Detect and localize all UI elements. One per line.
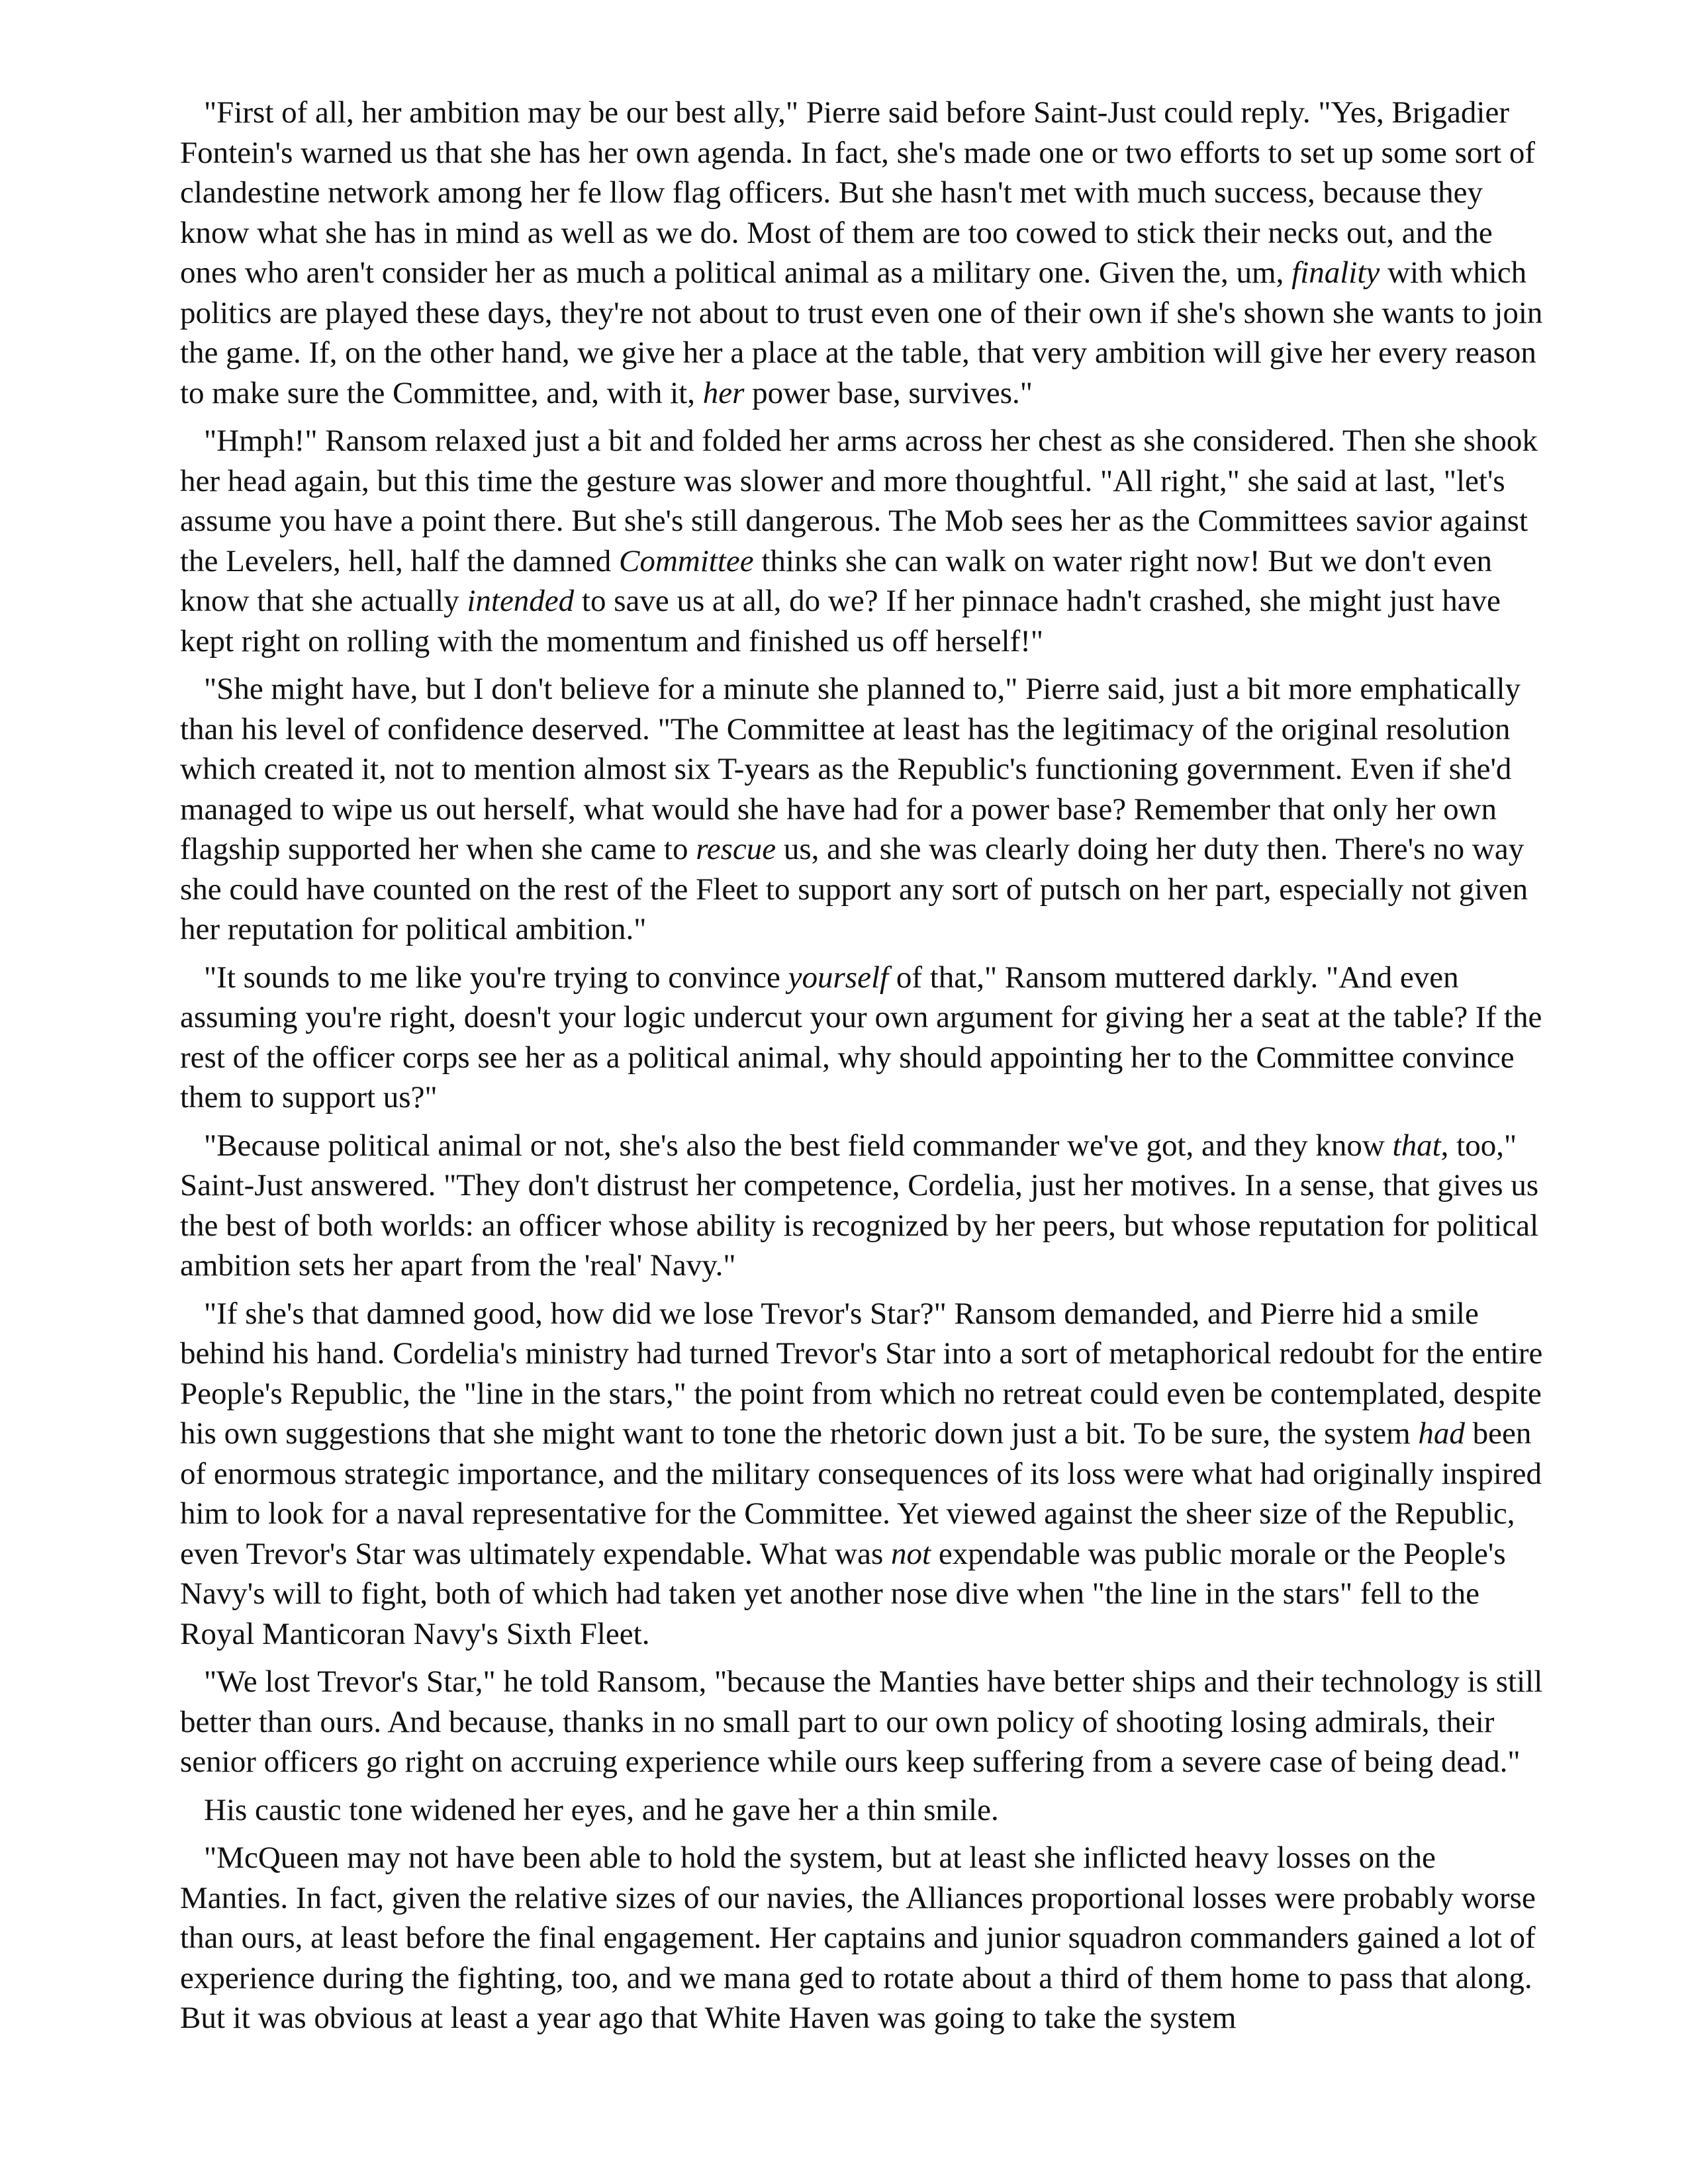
paragraph — [180, 1294, 1544, 1655]
italic-text: that — [1392, 1128, 1441, 1163]
paragraph — [180, 669, 1544, 950]
italic-text: intended — [467, 584, 575, 618]
text-run: "Because political animal or not, she's also the best field commander we've got, and they know — [204, 1128, 1393, 1163]
paragraph — [180, 93, 1544, 413]
text-run: "McQueen may not have been able to hold the system, but at least she inflicted heavy losses on the Manties. In fact, given the relative sizes of our navies, the Alliances proportional losses were probably worse than ours, at least before the final engagement. Her captains and junior squadron commanders gained a lot of experience during the fighting, too, and we mana ged to rotate about a third of them home to pass that along. But it was obvious at least a year ago that White Haven was going to take the system — [180, 1841, 1536, 2035]
text-run: with which politics are played these days, they're not about to trust even one of their own if she's shown she wants to join the game. If, on the other hand, we give her a place at the table, that very ambition will give her every reason to make sure the Committee, and, with it, — [180, 255, 1543, 410]
paragraph — [180, 1126, 1544, 1286]
text-run: us, and she was clearly doing her duty then. There's no way she could have counted on the rest of the Fleet to support any sort of putsch on her part, especially not given her reputation for political ambition." — [180, 832, 1528, 946]
italic-text: not — [891, 1536, 931, 1571]
italic-text: rescue — [696, 832, 776, 866]
paragraph — [180, 1662, 1544, 1782]
body-text — [180, 93, 1544, 2046]
paragraph — [180, 421, 1544, 661]
italic-text: Committee — [618, 543, 754, 578]
text-run: thinks she can walk on water right now! But we don't even know that she actually — [180, 543, 1492, 618]
italic-text: her — [702, 375, 745, 410]
text-run: His caustic tone widened her eyes, and he gave her a thin smile. — [204, 1792, 999, 1827]
text-run: , too," Saint-Just answered. "They don't distrust her competence, Cordelia, just her motives. In a sense, that gives us the best of both worlds: an officer whose ability is recognized by her peers, but whose reputation for political ambition sets her apart from the 'real' Navy." — [180, 1128, 1539, 1283]
text-run: "She might have, but I don't believe for a minute she planned to," Pierre said, just a bit more emphatically than his level of confidence deserved. "The Committee at least has the legitimacy of the original resolution which created it, not to mention almost six T-years as the Republic's functioning government. Even if she'd managed to wipe us out herself, what would she have had for a power base? Remember that only her own flagship supported her when she came to — [180, 672, 1521, 866]
paragraph — [180, 1790, 1544, 1831]
text-run: "Hmph!" Ransom relaxed just a bit and folded her arms across her chest as she considered. Then she shook her head again, but this time the gesture was slower and more thoughtful. "All right," she said at last, "let's assume you have a point there. But she's still dangerous. The Mob sees her as the Committees savior against the Levelers, hell, half the damned — [180, 424, 1538, 578]
text-run: power base, survives." — [744, 375, 1033, 410]
text-run: "We lost Trevor's Star," he told Ransom, "because the Manties have better ships and their technology is still better than ours. And because, thanks in no small part to our own policy of shooting losing admirals, their senior officers go right on accruing experience while ours keep suffering from a severe case of being dead." — [180, 1664, 1543, 1779]
text-run: "If she's that damned good, how did we lose Trevor's Star?" Ransom demanded, and Pierre hid a smile behind his hand. Cordelia's ministry had turned Trevor's Star into a sort of metaphorical redoubt for the entire People's Republic, the "line in the stars," the point from which no retreat could even be contemplated, despite his own suggestions that she might want to tone the rhetoric down just a bit. To be sure, the system — [180, 1296, 1543, 1451]
text-run: "First of all, her ambition may be our best ally," Pierre said before Saint-Just could reply. "Yes, Brigadier Fontein's warned us that she has her own agenda. In fact, she's made one or two efforts to set up some sort of clandestine network among her fe llow flag officers. But she hasn't met with much success, because they know what she has in mind as well as we do. Most of them are too cowed to stick their necks out, and the ones who aren't consider her as much a political animal as a military one. Given the, um, — [180, 95, 1536, 290]
italic-text: had — [1418, 1416, 1465, 1451]
italic-text: finality — [1291, 255, 1380, 290]
text-run: "It sounds to me like you're trying to convince — [204, 960, 788, 995]
paragraph — [180, 1838, 1544, 2038]
text-run: of that," Ransom muttered darkly. "And even assuming you're right, doesn't your logic undercut your own argument for giving her a seat at the table? If the rest of the officer corps see her as a political animal, why should appointing her to the Committee convince them to support us?" — [180, 960, 1542, 1115]
text-run: expendable was public morale or the People's Navy's will to fight, both of which had taken yet another nose dive when "the line in the stars" fell to the Royal Manticoran Navy's Sixth Fleet. — [180, 1536, 1506, 1651]
paragraph — [180, 958, 1544, 1118]
italic-text: yourself — [788, 960, 889, 995]
text-run: been of enormous strategic importance, and the military consequences of its loss were what had originally inspired him to look for a naval representative for the Committee. Yet viewed against the sheer size of the Republic, even Trevor's Star was ultimately expendable. What was — [180, 1416, 1542, 1571]
text-run: to save us at all, do we? If her pinnace hadn't crashed, she might just have kept right on rolling with the momentum and finished us off herself!" — [180, 584, 1501, 659]
